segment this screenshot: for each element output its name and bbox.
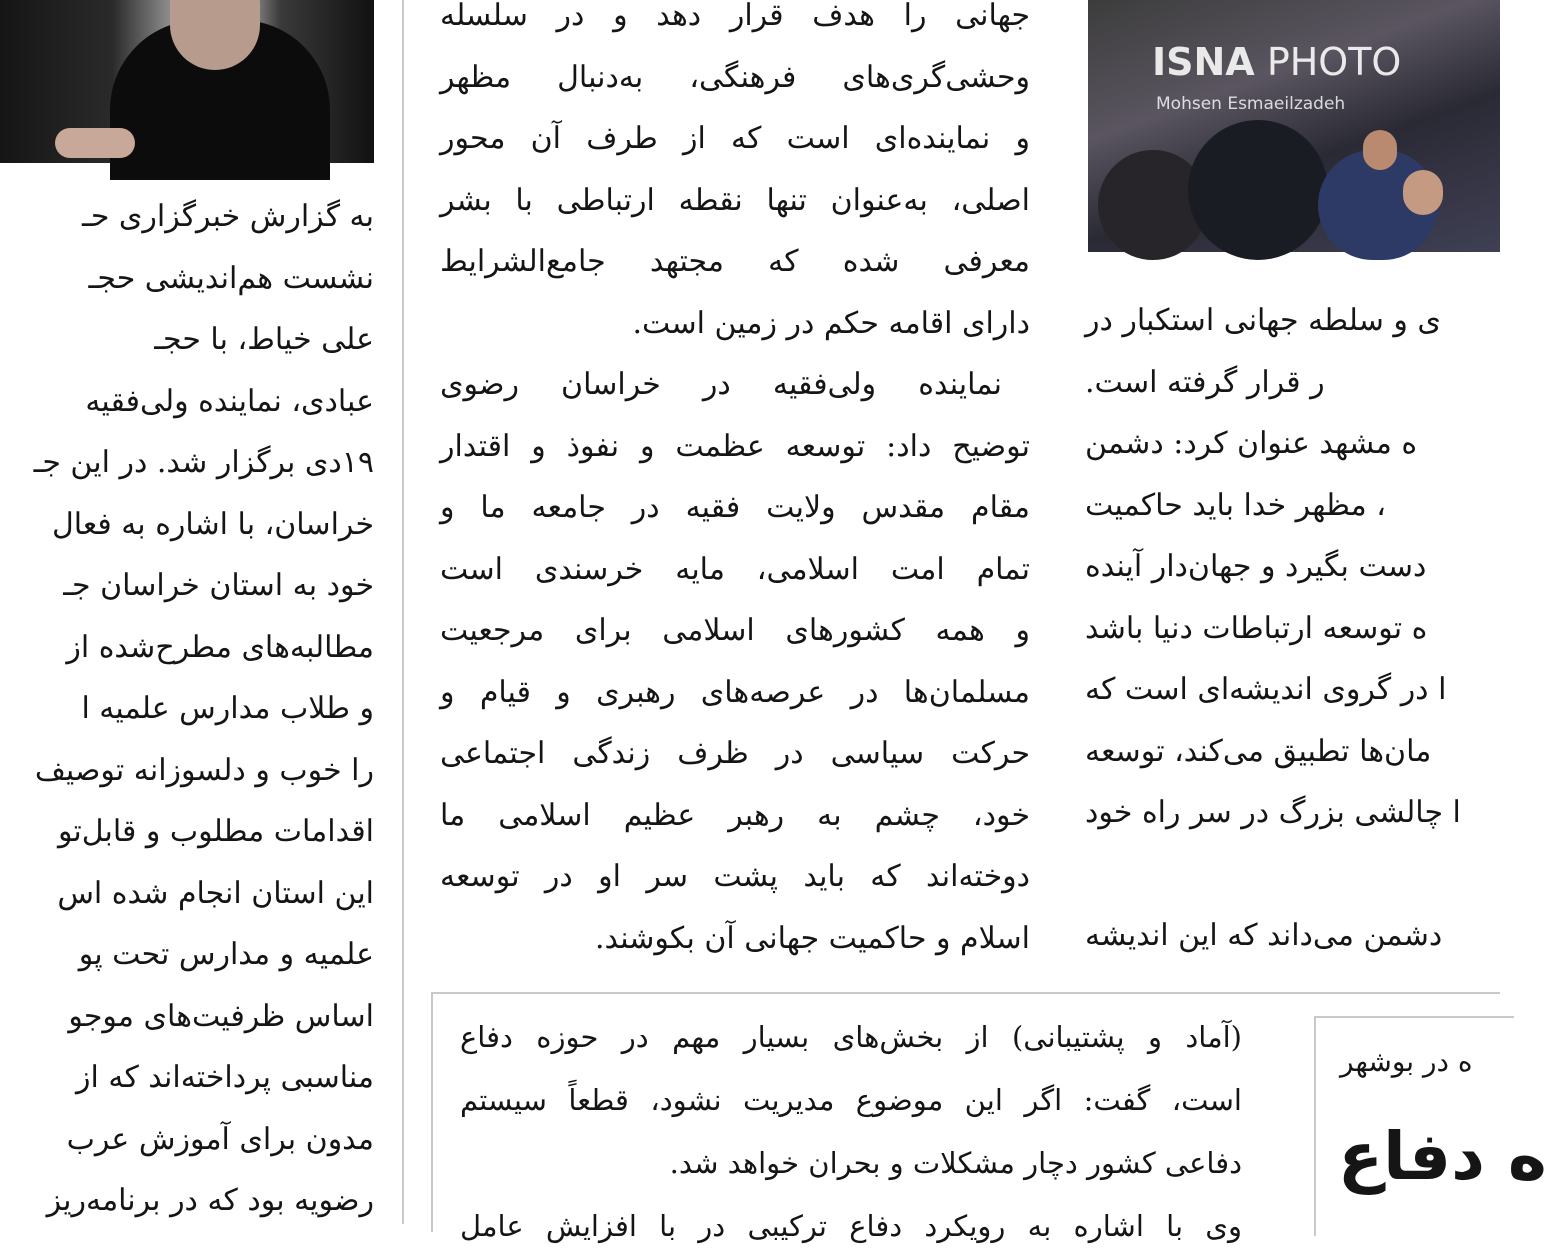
text-line: (آماد و پشتیبانی) از بخش‌های بسیار مهم در حوزه دفاع bbox=[460, 1020, 1242, 1054]
text-line: مطالبه‌های مطرح‌شده از bbox=[66, 629, 374, 665]
text-line: و طلاب مدارس علمیه ا bbox=[81, 691, 374, 726]
article-photo-left bbox=[0, 0, 374, 163]
text-line: اساس ظرفیت‌های موجو bbox=[68, 998, 374, 1034]
bottom-article-text bbox=[460, 1006, 1242, 1258]
text-line: مان‌ها تطبیق می‌کند، توسعه bbox=[1085, 733, 1432, 769]
photo-credit: Mohsen Esmaeilzadeh bbox=[1156, 94, 1346, 114]
text-line: مدون برای آموزش عرب bbox=[66, 1121, 374, 1157]
photo-crowd-face bbox=[1363, 130, 1397, 170]
text-line: اقدامات مطلوب و قابل‌تو bbox=[57, 814, 374, 849]
text-line: ، مظهر خدا باید حاکمیت bbox=[1085, 487, 1386, 523]
text-line: توضیح داد: توسعه عظمت و نفوذ و اقتدار bbox=[440, 428, 1030, 464]
text-line: ا چالشی بزرگ در سر راه خود bbox=[1085, 795, 1461, 830]
text-line: به گزارش خبرگزاری حـ bbox=[82, 199, 374, 234]
sidebar-kicker: ه در بوشهر bbox=[1340, 1045, 1473, 1078]
text-line: ه توسعه ارتباطات دنیا باشد bbox=[1085, 610, 1428, 646]
text-line: جهانی را هدف قرار دهد و در سلسله bbox=[440, 0, 1030, 33]
text-line: رضویه بود که در برنامه‌ریز bbox=[46, 1183, 374, 1218]
text-line: عبادی، نماینده ولی‌فقیه bbox=[85, 383, 374, 419]
article-column-middle bbox=[440, 0, 1030, 969]
text-line: است، گفت: اگر این موضوع مدیریت نشود، قطعاً سیستم bbox=[460, 1083, 1242, 1117]
text-line: را خوب و دلسوزانه توصیف bbox=[34, 752, 374, 788]
text-line: ۱۹دی برگزار شد. در این جـ bbox=[33, 445, 374, 480]
text-line: مسلمان‌ها در عرصه‌های رهبری و قیام و bbox=[440, 674, 1030, 710]
photo-figure-hand bbox=[55, 128, 135, 158]
text-line: دست بگیرد و جهان‌دار آینده bbox=[1085, 549, 1427, 584]
text-line: ه مشهد عنوان کرد: دشمن bbox=[1085, 426, 1418, 461]
text-line: حرکت سیاسی در ظرف زندگی اجتماعی bbox=[440, 736, 1030, 771]
article-column-left bbox=[0, 186, 374, 1232]
text-line: نشست هم‌اندیشی حجـ bbox=[88, 260, 374, 296]
text-line: این استان انجام شده اس bbox=[57, 875, 374, 911]
text-line: وحشی‌گری‌های فرهنگی، به‌دنبال مظهر bbox=[440, 59, 1030, 95]
text-line: دوخته‌اند که باید پشت سر او در توسعه bbox=[440, 859, 1030, 894]
text-line: وی با اشاره به رویکرد دفاع ترکیبی در با افزایش عامل bbox=[460, 1209, 1242, 1243]
text-line: دشمن می‌داند که این اندیشه bbox=[1085, 918, 1443, 953]
text-line: مقام مقدس ولایت فقیه در جامعه ما و bbox=[440, 490, 1030, 525]
text-line: و نماینده‌ای است که از طرف آن محور bbox=[440, 121, 1030, 156]
text-line: و همه کشورهای اسلامی برای مرجعیت bbox=[440, 613, 1030, 648]
text-line: دفاعی کشور دچار مشکلات و بحران خواهد شد. bbox=[669, 1146, 1242, 1180]
column-divider bbox=[402, 0, 404, 1224]
text-line: خود به استان خراسان جـ bbox=[63, 568, 374, 603]
article-column-right bbox=[1085, 290, 1500, 967]
photo-watermark: ISNA PHOTO bbox=[1152, 40, 1402, 84]
text-line: تمام امت اسلامی، مایه خرسندی است bbox=[440, 551, 1030, 587]
text-line: ر قرار گرفته است. bbox=[1085, 364, 1325, 400]
sidebar-headline: ه دفاع bbox=[1338, 1118, 1547, 1195]
text-line: علی خیاط، با حجـ bbox=[154, 322, 374, 357]
text-line: اصلی، به‌عنوان تنها نقطه ارتباطی با بشر bbox=[440, 182, 1030, 218]
text-line: مناسبی پرداخته‌اند که از bbox=[76, 1060, 374, 1095]
text-line: خود، چشم به رهبر عظیم اسلامی ما bbox=[440, 797, 1030, 833]
text-line: ی و سلطه جهانی استکبار در bbox=[1085, 303, 1441, 338]
article-photo-right bbox=[1088, 0, 1500, 252]
text-line: اسلام و حاکمیت جهانی آن بکوشند. bbox=[594, 920, 1030, 956]
text-line: ا در گروی اندیشه‌ای است که bbox=[1085, 672, 1447, 707]
text-line: نماینده ولی‌فقیه در خراسان رضوی bbox=[440, 367, 1002, 402]
text-line: معرفی شده که مجتهد جامع‌الشرایط bbox=[440, 244, 1030, 279]
text-line: دارای اقامه حکم در زمین است. bbox=[632, 305, 1030, 341]
photo-crowd-shape bbox=[1188, 120, 1328, 260]
text-line bbox=[1085, 844, 1500, 906]
photo-crowd-face bbox=[1403, 170, 1443, 215]
text-line: علمیه و مدارس تحت پو bbox=[78, 937, 374, 972]
text-line: خراسان، با اشاره به فعال bbox=[51, 506, 374, 542]
